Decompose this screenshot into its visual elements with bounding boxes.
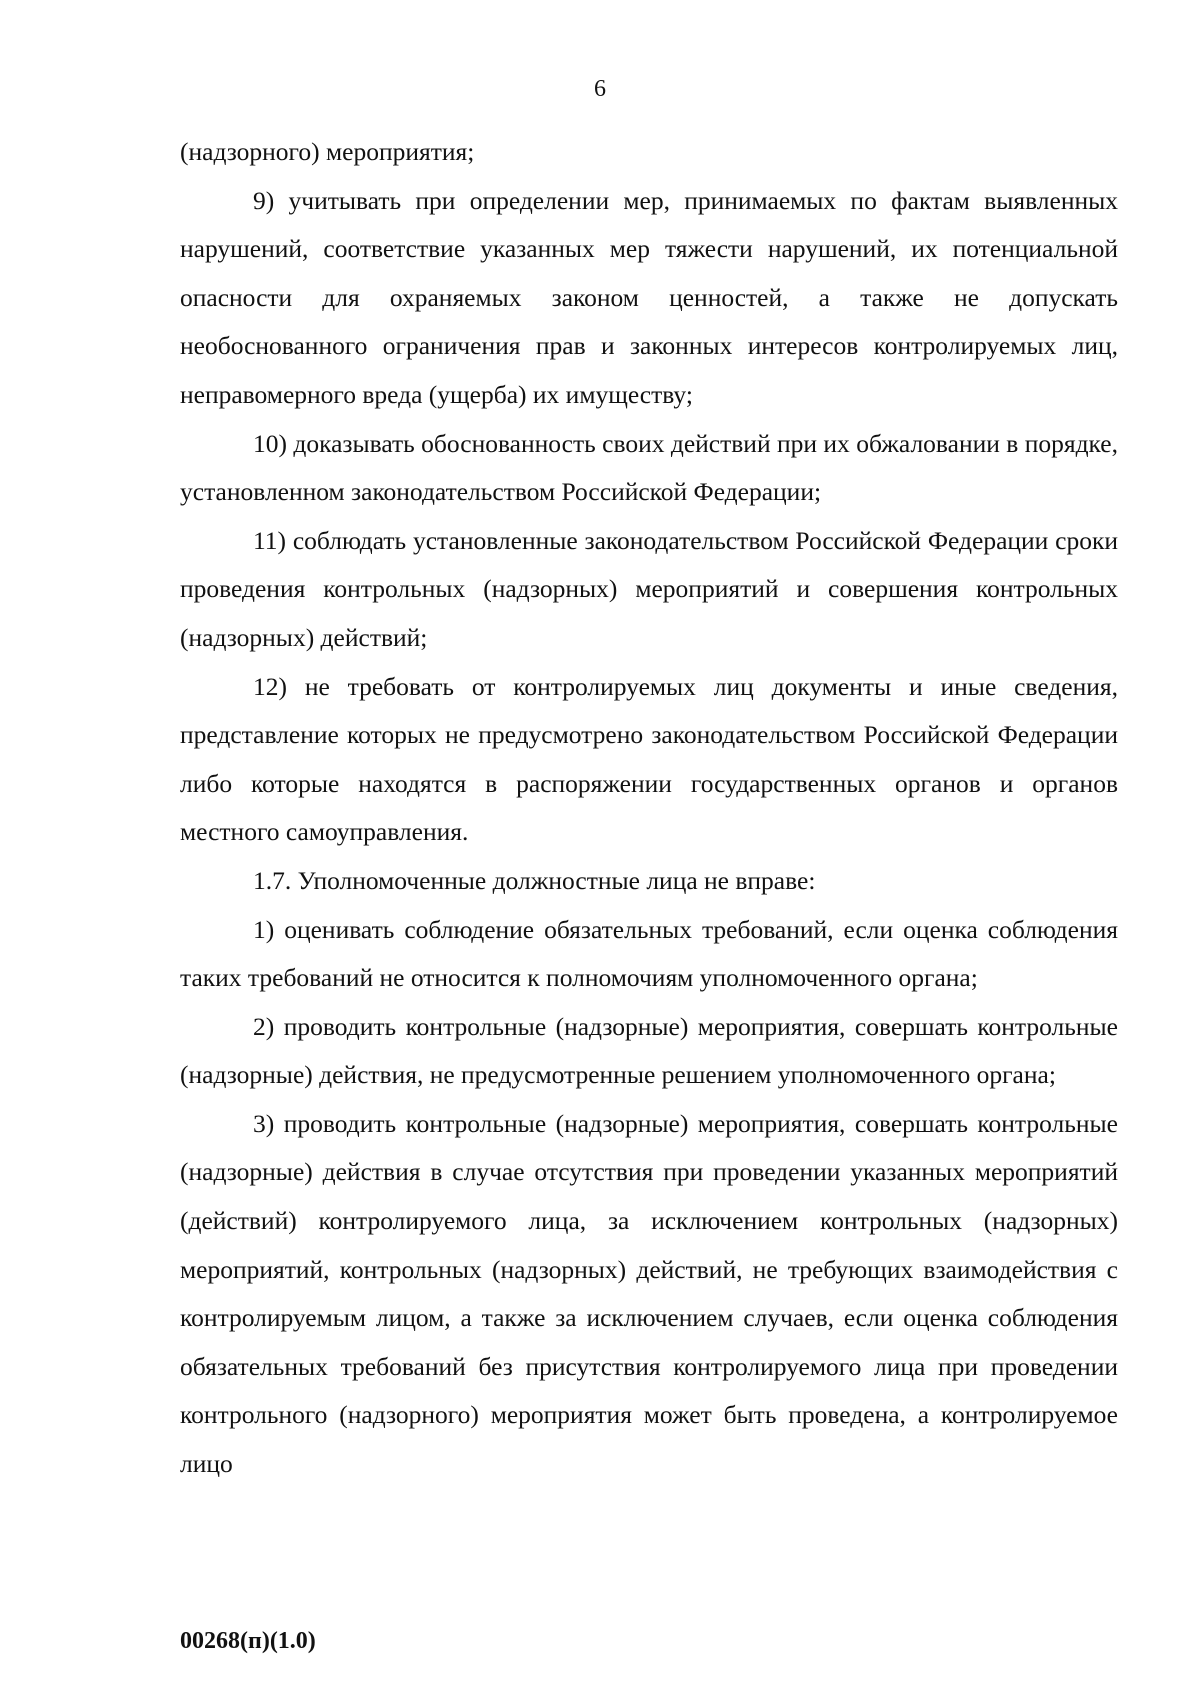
paragraph-item-11: 11) соблюдать установленные законодательством Российской Федерации сроки проведения контрольных (надзорных) мероприятий и совершения контрольных (надзорных) действий;	[180, 525, 1118, 652]
paragraph-prohibition-3: 3) проводить контрольные (надзорные) мероприятия, совершать контрольные (надзорные) действия в случае отсутствия при проведении указанных мероприятий (действий) контролируемого лица, за исключением контрольных (надзорных) мероприятий, контрольных (надзорных) действий, не требующих взаимодействия с контролируемым лицом, а также за исключением случаев, если оценка соблюдения обязательных требований без присутствия контролируемого лица при проведении контрольного (надзорного) мероприятия может быть проведена, а контролируемое лицо	[180, 1108, 1118, 1479]
paragraph-prohibition-2: 2) проводить контрольные (надзорные) мероприятия, совершать контрольные (надзорные) действия, не предусмотренные решением уполномоченного органа;	[180, 1011, 1118, 1090]
paragraph-item-12: 12) не требовать от контролируемых лиц документы и иные сведения, представление которых не предусмотрено законодательством Российской Федерации либо которые находятся в распоряжении государственных органов и органов местного самоуправления.	[180, 671, 1118, 847]
paragraph-item-9: 9) учитывать при определении мер, принимаемых по фактам выявленных нарушений, соответствие указанных мер тяжести нарушений, их потенциальной опасности для охраняемых законом ценностей, а также не допускать необоснованного ограничения прав и законных интересов контролируемых лиц, неправомерного вреда (ущерба) их имуществу;	[180, 185, 1118, 409]
page-number: 6	[594, 76, 606, 102]
paragraph-prohibition-1: 1) оценивать соблюдение обязательных требований, если оценка соблюдения таких требований не относится к полномочиям уполномоченного органа;	[180, 914, 1118, 993]
section-heading-1-7: 1.7. Уполномоченные должностные лица не вправе:	[253, 865, 816, 895]
document-code: 00268(п)(1.0)	[180, 1628, 316, 1654]
paragraph-continuation: (надзорного) мероприятия;	[180, 137, 475, 166]
document-body	[180, 128, 1118, 1489]
paragraph-item-10: 10) доказывать обоснованность своих действий при их обжаловании в порядке, установленном законодательством Российской Федерации;	[180, 428, 1118, 507]
